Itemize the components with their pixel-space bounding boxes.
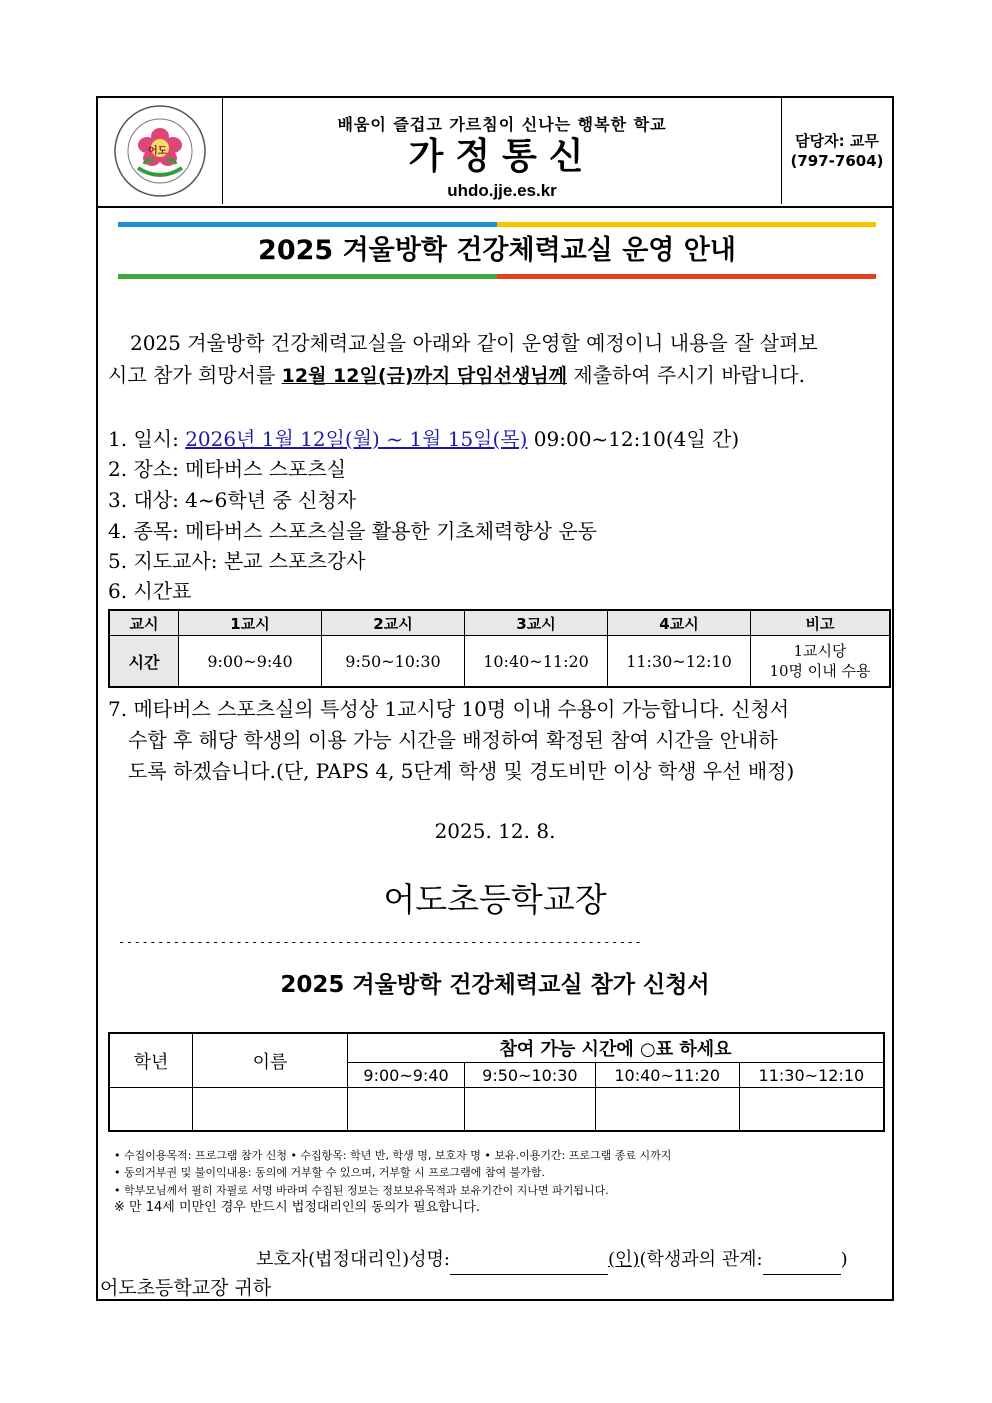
grade-input-cell[interactable] [109,1088,193,1132]
note-line-2: 10명 이내 수용 [769,662,871,680]
item7-line-1: 7. 메타버스 스포츠실의 특성상 1교시당 10명 이내 수용이 가능합니다. 신청서 [108,697,790,721]
item7-line-2: 수합 후 해당 학생의 이용 가능 시간을 배정하여 확정된 참여 시간을 안내하 [128,728,778,752]
slot-check-cell[interactable] [595,1088,739,1132]
item7-line-3: 도록 하겠습니다.(단, PAPS 4, 5단계 학생 및 경도비만 이상 학생 우선 배정) [128,759,795,783]
schedule-header-cell: 3교시 [465,610,608,636]
contact-cell [782,98,892,204]
slot-check-cell[interactable] [465,1088,596,1132]
relation-field[interactable] [763,1254,841,1275]
relation-close: ) [840,1249,848,1270]
notice-line-1: • 수집이용목적: 프로그램 참가 신청 • 수집항목: 학년 반, 학생 명, 보호자 명 • 보유.이용기간: 프로그램 종료 시까지 [114,1149,672,1162]
signature-name-field[interactable] [450,1254,608,1275]
apply-slot-cell: 9:00~9:40 [348,1063,465,1088]
principal-name: 어도초등학교장 [383,880,607,919]
schedule-header-cell: 1교시 [179,610,322,636]
notice-line-2: • 동의거부권 및 불이익내용: 동의에 거부할 수 있으며, 거부할 시 프로그램에 참여 불가함. [114,1166,546,1179]
apply-header-name: 이름 [193,1033,348,1088]
apply-header-row [109,1033,884,1063]
notice-line-3: • 학부모님께서 필히 자필로 서명 바라며 수집된 정보는 정보보유목적과 보유기간이 지나면 파기됩니다. [114,1184,609,1197]
schedule-header-cell: 교시 [109,610,179,636]
school-logo-cell [98,98,223,204]
intro-line-2-post: 제출하여 주시기 바랍니다. [573,363,805,387]
apply-slot-cell: 11:30~12:10 [739,1063,884,1088]
apply-header-pref: 참여 가능 시간에 ○표 하세요 [348,1033,885,1063]
banner-bar-yellow [497,222,876,227]
school-url[interactable]: uhdo.jje.es.kr [447,181,557,200]
name-input-cell[interactable] [193,1088,348,1132]
issue-date: 2025. 12. 8. [434,819,556,843]
item-target: 3. 대상: 4~6학년 중 신청자 [108,488,357,512]
signature-label: 보호자(법정대리인)성명: [256,1249,450,1270]
contact-phone: (797-7604) [790,152,884,170]
form-title: 2025 겨울방학 건강체력교실 참가 신청서 [280,972,710,998]
contact-label: 담당자: 교무 [795,132,879,150]
apply-entry-row [109,1088,884,1132]
banner-bar-blue [118,222,497,227]
schedule-table [108,609,891,688]
schedule-header-row [109,610,890,636]
note-line-1: 1교시당 [793,642,847,660]
application-table [108,1032,885,1132]
intro-line-2 [108,360,805,391]
item-teacher: 5. 지도교사: 본교 스포츠강사 [108,549,366,573]
slot-check-cell[interactable] [739,1088,884,1132]
intro-line-1: 2025 겨울방학 건강체력교실을 아래와 같이 운영할 예정이니 내용을 잘 살펴보 [130,331,818,355]
schedule-header-cell: 비고 [751,610,891,636]
intro-line-2-pre: 시고 참가 희망서를 [108,363,276,387]
apply-header-grade: 학년 [109,1033,193,1088]
relation-label: (학생과의 관계: [639,1249,763,1270]
header-title-cell [223,98,782,204]
date-value: 2026년 1월 12일(월) ~ 1월 15일(목) [185,427,528,451]
addressee: 어도초등학교장 귀하 [100,1277,272,1299]
schedule-note-cell [751,636,891,688]
schedule-header-cell: 4교시 [608,610,751,636]
banner-bar-green [118,274,497,279]
schedule-time-cell: 11:30~12:10 [608,636,751,688]
notice-line-4: ※ 만 14세 미만인 경우 반드시 법정대리인의 동의가 필요합니다. [114,1200,481,1215]
logo-text: 어도 [148,146,168,157]
guardian-signature [256,1245,848,1275]
apply-slot-cell: 9:50~10:30 [465,1063,596,1088]
schedule-header-cell: 2교시 [322,610,465,636]
item-date [108,424,739,454]
date-label: 1. 일시: [108,427,179,451]
document-page [96,96,894,1301]
school-motto: 배움이 즐겁고 가르침이 신나는 행복한 학교 [337,115,667,134]
banner-bar-red [497,274,876,279]
letter-title: 가정통신 [408,136,596,177]
title-banner [118,222,876,280]
item-timetable: 6. 시간표 [108,579,192,603]
cut-line: ------------------------------------------------------------------- [118,935,643,949]
slot-check-cell[interactable] [348,1088,465,1132]
seal-mark: (인) [608,1249,640,1270]
schedule-time-cell: 9:50~10:30 [322,636,465,688]
schedule-row-label: 시간 [109,636,179,688]
schedule-time-cell: 10:40~11:20 [465,636,608,688]
item-event: 4. 종목: 메타버스 스포츠실을 활용한 기초체력향상 운동 [108,519,598,543]
due-date: 12월 12일(금)까지 담임선생님께 [281,365,568,387]
apply-slot-cell: 10:40~11:20 [595,1063,739,1088]
letter-header [98,98,892,208]
item-place: 2. 장소: 메타버스 스포츠실 [108,457,347,481]
schedule-time-row [109,636,890,688]
date-time: 09:00~12:10(4일 간) [533,427,740,451]
schedule-time-cell: 9:00~9:40 [179,636,322,688]
banner-title: 2025 겨울방학 건강체력교실 운영 안내 [258,235,736,266]
